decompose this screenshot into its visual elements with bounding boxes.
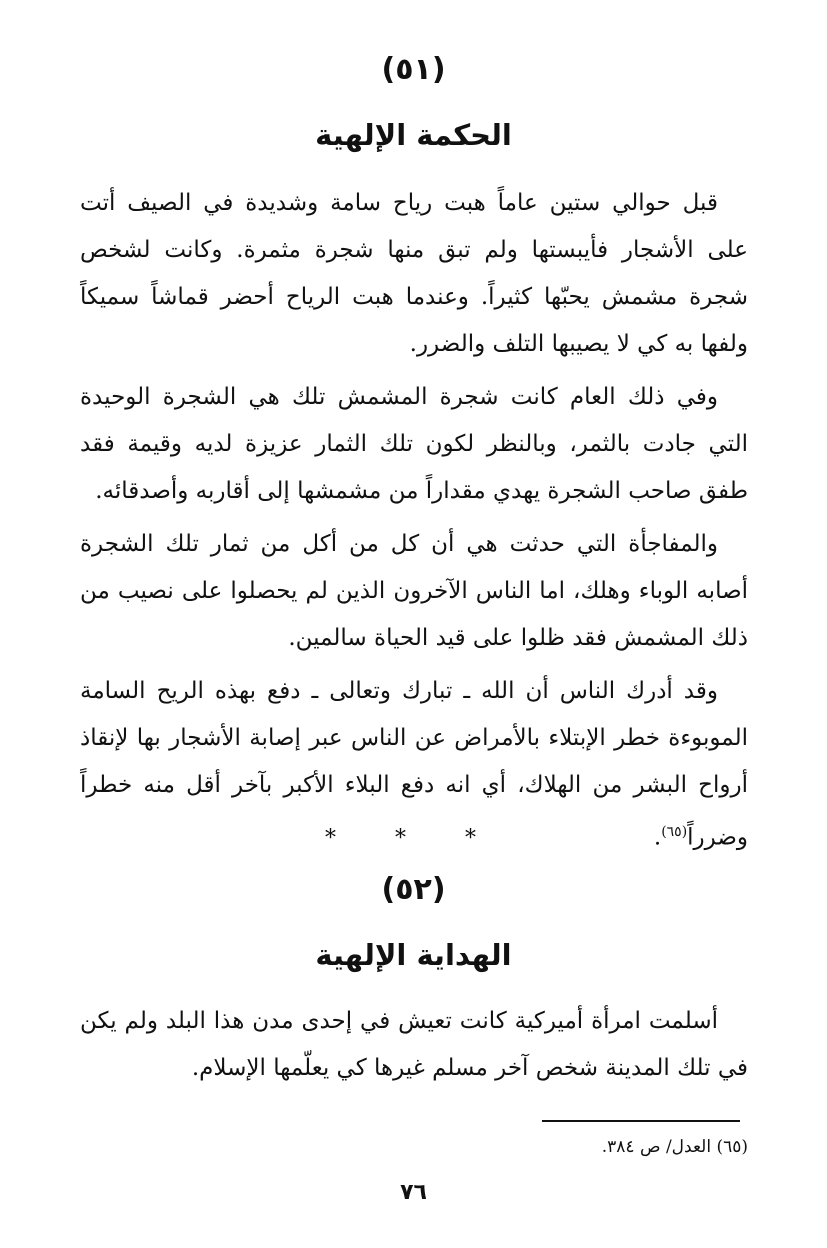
paragraph-text: وقد أدرك الناس أن الله ـ تبارك وتعالى ـ دفع بهذه الريح السامة الموبوءة خطر الإبتلاء بالأمراض عن الناس عبر إصابة الأشجار بها لإنقاذ أرواح البشر من الهلاك، أي انه دفع البلاء الأكبر بآخر أقل منه خطراً وضرراً [80,678,748,851]
section-body [80,998,748,1098]
section-title: الحكمة الإلهية [315,118,512,152]
section-separator: * * * [325,826,502,851]
end-mark: . [653,824,662,851]
section-number: (٥٢) [381,872,446,907]
paragraph: وفي ذلك العام كانت شجرة المشمش تلك هي الشجرة الوحيدة التي جادت بالثمر، وبالنظر لكون تلك الثمار عزيزة لديه وقيمة فقد طفق صاحب الشجرة يهدي مقداراً من مشمشها إلى أقاربه وأصدقائه. [80,384,748,504]
section-number: (٥١) [381,52,446,87]
page-number: ٧٦ [400,1180,427,1205]
paragraph: والمفاجأة التي حدثت هي أن كل من أكل من ثمار تلك الشجرة أصابه الوباء وهلك، اما الناس الآخرون الذين لم يحصلوا على نصيب من ذلك المشمش فقد ظلوا على قيد الحياة سالمين. [80,531,748,651]
footnote: (٦٥) العدل/ ص ٣٨٤. [601,1137,748,1157]
footnote-divider [542,1120,740,1122]
section-body [80,180,748,868]
section-title: الهداية الإلهية [315,938,512,972]
footnote-reference: (٦٥) [661,824,688,840]
paragraph: قبل حوالي ستين عاماً هبت رياح سامة وشديدة في الصيف أتت على الأشجار فأيبستها ولم تبق منها شجرة مثمرة. وكانت لشخص شجرة مشمش يحبّها كثيراً. وعندما هبت الرياح أحضر قماشاً سميكاً ولفها به كي لا يصيبها التلف والضرر. [80,190,748,357]
paragraph: أسلمت امرأة أميركية كانت تعيش في إحدى مدن هذا البلد ولم يكن في تلك المدينة شخص آخر مسلم غيرها كي يعلّمها الإسلام. [80,1008,748,1081]
